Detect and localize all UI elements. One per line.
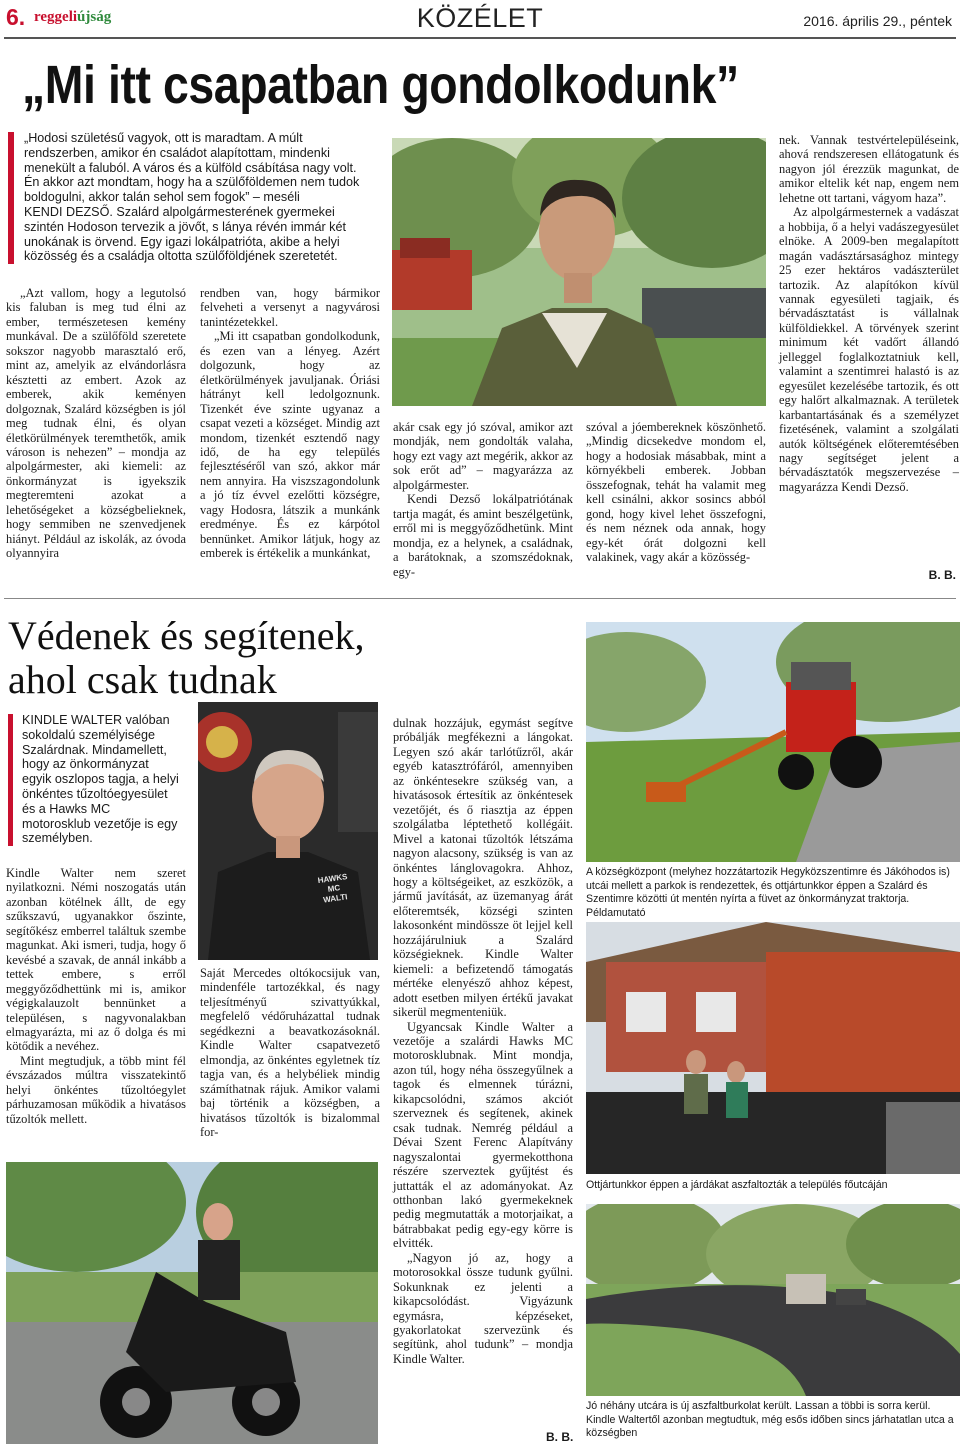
paragraph: Az alpolgármesternek a vadászat a hobbija, ő a helyi vadászegyesület elnöke. A 2009-ben megalapított magán vadásztársasághoz mintegy 25 ezer hektáros vadászterület tartozik. Az alapítókon kívül vannak egyesületi tagjaik, és bérvadásztatást is vállalnak külföldiekkel. A törvények szerint minimum két vadőrt állandó jelleggel foglalkoztatniuk kell, valamint a szentimrei halastó is az egyesület kezelésébe tartozik, és ott egy halőrt alkalmaznak. A területek karbantartásának és a személyzet fizetésének, valamint a szolgálati autók költségének előteremtésében nagy segítséget jelent a bérvadásztatók megszervezése – magyarázza Kendi Dezső. [779,205,959,494]
article1-column-4 [586,420,766,565]
asphalt-workers-photo-image [586,922,960,1174]
article1-lead [24,131,396,264]
shirt-print-line: HAWKS [317,872,348,886]
lead-line: közösség és a családja oltotta szülőföldjének szeretetét. [24,249,338,264]
page-number: 6. [6,4,26,30]
article2-headline-line: ahol csak tudnak [8,657,277,702]
new-road-photo [586,1204,960,1396]
tractor-caption: A községközpont (melyhez hozzátartozik Hegyközszentimre és Jákóhodos is) utcái mellett a parkok is rendezettek, és ottjártunkkor éppen a Szalárd és Szentimre közötti út mentén nyírta a füvet az önkormányzat traktorja. Példamutató [586,866,950,919]
paper-logo-part2: újság [77,9,112,25]
header-rule [4,37,956,39]
shirt-print-line: MC [327,883,341,894]
lead-line: „Hodosi születésű vagyok, ott is maradtam. A múlt [24,131,303,145]
motorcycle-photo-image [6,1162,378,1444]
lead-line: boldogulni, akkor talán sehol sem fogok” – meséli [24,190,300,205]
article1-column-2 [200,286,380,561]
lead-line: unokának is örvend. Egy igazi lokálpatrióta, akibe a helyi [24,234,340,249]
tractor-photo [586,622,960,862]
article1-headline: „Mi itt csapatban gondolkodunk” [22,55,739,115]
lead-line: szintén Hodoson tervezik a jövőt, s lánya révén immár két [24,219,346,234]
paragraph: Mint megtudjuk, a több mint fél évszázados múltra visszatekintő helyi önkéntes tűzoltóegylet párhuzamosan működik a hivatásos tűzoltók mellett. [6,1053,186,1126]
paragraph: Ugyancsak Kindle Walter a vezetője a szalárdi Hawks MC motorosklubnak. Mint mondja, azon túl, hogy néha összegyűlnek a tagok és elmennek túrázni, kikapcsolódni, számos akciót szerveznek és segítenek, akinek csak tudnak. Nemrég például a Dévai Szent Ferenc Alapítvány nagyszalontai gyermekotthona részére szerveztek gyűjtést és juttatták el az adományokat. Az otthonban lakó gyermekeknek pedig megmutatták a motorjaikat, a bátrabbakat pedig egy-egy körre is elvitték. [393,1019,573,1251]
article2-column-2 [200,966,380,1139]
portrait-photo-kindle [198,702,378,960]
article1-column-3 [393,420,573,579]
article2-lead-bar [8,714,13,846]
paragraph: „Nagyon jó az, hogy a motorosokkal össze tudunk gyűlni. Sokunknak ez jelenti a kikapcsolódást. Vigyázunk egymásra, képzéseket, gyakorlatokat szervezünk és segítünk, ahol tudunk” – mondja Kindle Walter. [393,1250,573,1366]
article-divider [4,598,956,599]
portrait-photo-kendi [392,138,766,406]
article2-column-3 [393,716,573,1366]
lead-line: Szalárdnak. Mindamellett, [22,742,167,757]
paragraph: Saját Mercedes oltókocsijuk van, mindenféle tartozékkal, és nagy teljesítményű szivattyúkkal, megfelelő védőruházattal tudnak segédkezni a beavatkozásoknál. Kindle Walter csapatvezető elmondja, az önkéntes egyletnek tíz tagja van, és a helybéliek mindig számíthatnak rájuk. Amikor valami baj történik a községben, a hivatásos tűzoltók is bizalommal for- [200,966,380,1139]
lead-line: személyben. [22,831,93,846]
paragraph: akár csak egy jó szóval, amikor azt mondják, nem gondolták valaha, hogy ezt vagy azt megérik, akkor az sok erőt ad” – magyarázza az alpolgármester. [393,420,573,492]
section-title: KÖZÉLET [416,3,544,33]
paragraph: dulnak hozzájuk, egymást segítve próbálják megfékezni a lángokat. Legyen szó akár tarlótűzről, akár egyéb katasztrófáról, amennyiben az önkéntesekre szükség van, a hivatásosok értesítik az önkéntesek vezetőjét, és ő riasztja az éppen szolgálatba léptethető kollégáit. Mivel a katonai tűzoltók létszáma nagyon alacsony, szükség is van az önkéntes lánglovagokra. Ahhoz, hogy a költségeiket, az eszközök, a jármű javítását, az üzemanyag árát előteremtsék, községi szinten lakosonként mindössze öt lejjel kell hozzájárulniuk a Szalárd községieknek. Kindle Walter kiemeli: a befizetendő támogatás mértéke elenyésző ahhoz képest, adott esetben milyen értékű javakat sikerül megmenteniük. [393,716,573,1020]
article1-column-1 [6,286,186,561]
article2-column-1 [6,866,186,1126]
article2-lead [22,713,200,846]
lead-line: sokoldalú személyisége [22,727,156,742]
article1-lead-bar [8,132,14,264]
paragraph: szóval a jóembereknek köszönhető. „Mindig dicsekedve mondom el, hogy a hodosiak másabbak, mint a környékbeli emberek. Jobban összefognak, tehát ha valamit meg kell csinálni, akkor sosincs abból gond, hogy kivel lehet összefogni, és nem néznek oda annak, hogy egy-két órát dolgozni kell valakinek, vagy akár a közösség- [586,420,766,565]
asphalt-workers-caption: Ottjártunkkor éppen a járdákat aszfaltozták a település főutcáján [586,1179,888,1191]
lead-line: Én akkor azt mondtam, hogy ha a szülőföldemen nem tudok [24,175,360,190]
issue-date: 2016. április 29., péntek [803,13,952,29]
paragraph: „Azt vallom, hogy a legutolsó kis faluban is meg tud élni az ember, természetesen kemény munkával. De a szülőföld szeretete sokszor nagyobb marasztaló erő, mint az, amelyik az elvándorlásra késztetti az embert. Azok az emberek, akik keményen dolgoznak, Szalárd községben is jól meg tudnak élni, és olyan életkörülmények teremthetők, amik városon is nehezen” – mondja az alpolgármester, aki kiemeli: az önkormányzat is igyekszik megteremteni azokat a lehetőségeket a községbelieknek, hogy semmiben ne szenvedjenek hiányt. Például az iskolák, az óvoda olyannyira [6,286,186,561]
article1-column-5 [779,133,959,494]
lead-line: menekült a faluból. A város és a külföld csábítása nagy volt. [24,160,357,175]
lead-line: KINDLE WALTER valóban [22,713,170,727]
article2-signature: B. B. [546,1430,574,1444]
paragraph: Kendi Dezső lokálpatriótának tartja magát, és amint beszélgetünk, erről mi is meggyőződhetünk. Mint mondja, ez a helynek, a családnak, a barátoknak, a szomszédoknak, egy- [393,492,573,579]
article1-signature: B. B. [928,568,956,582]
asphalt-workers-photo [586,922,960,1174]
paragraph: nek. Vannak testvértelepüléseink, ahová rendszeresen ellátogatunk és nagyon jól érezzük magunkat, de amikor eltelik két nap, engem nem lehetne ott tartani, vágyom haza”. [779,133,959,205]
portrait-photo-kindle-image [198,702,378,960]
article2-headline [8,614,365,702]
paragraph: rendben van, hogy bármikor felveheti a versenyt a nagyvárosi tanintézetekkel. [200,286,380,329]
motorcycle-photo [6,1162,378,1444]
lead-line: önkéntes tűzoltóegyesület [22,786,168,801]
lead-line: motorosklub vezetője is egy [22,816,178,831]
lead-line: egyik oszlopos tagja, a helyi [22,772,179,787]
tractor-photo-image [586,622,960,862]
shirt-print-line: WALTI [322,892,348,905]
new-road-caption: Jó néhány utcára is új aszfaltburkolat került. Lassan a többi is sorra kerül. Kindle Waltertől azonban megtudtuk, még esős időben sincs járhatatlan utca a községben [586,1400,954,1440]
lead-line: hogy az önkormányzat [22,757,149,772]
lead-line: KENDI DEZSŐ. Szalárd alpolgármesterének gyermekei [24,204,335,219]
article2-headline-line: Védenek és segítenek, [8,613,365,658]
paragraph: „Mi itt csapatban gondolkodunk, és ezen van a lényeg. Azért dolgozunk, hogy az életkörülmények javuljanak. Óriási hátrányt kell ledolgoznunk. Tizenkét éve szinte ugyanaz a csapat vezeti a községet. Mindig azt mondom, tizenkét esztendő nagy idő, de ha egy település fejlesztéséről van szó, akkor már nem annyira. Ha viszszagondolunk a jó tíz évvel ezelőtti községre, vagy Hodosra, látszik a munkánk eredménye. És ez kárpótol bennünket. Amikor látjuk, hogy az emberek is értékelik a munkánkat, [200,329,380,561]
paper-logo-part1: reggeli [34,9,78,25]
paragraph: Kindle Walter nem szeret nyilatkozni. Némi noszogatás után azonban kötélnek állt, de egy szűkszavú, ugyanakkor őszinte, segítőkész emberrel találtuk szembe magunkat. Aki ismeri, tudja, hogy ő kevésbé a szavak, de annál inkább a tettek embere, s erről meggyőződhettünk mi is, amikor végigkalauzolt bennünket a településen, s nagyvonalakban elmagyarázta, mi az ő dolga és mi kötődik a nevéhez. [6,866,186,1054]
lead-line: és a Hawks MC [22,801,111,816]
lead-line: rendszerben, amikor én családot alapítottam, mindenki [24,145,330,160]
new-road-photo-image [586,1204,960,1396]
portrait-photo-kendi-image [392,138,766,406]
